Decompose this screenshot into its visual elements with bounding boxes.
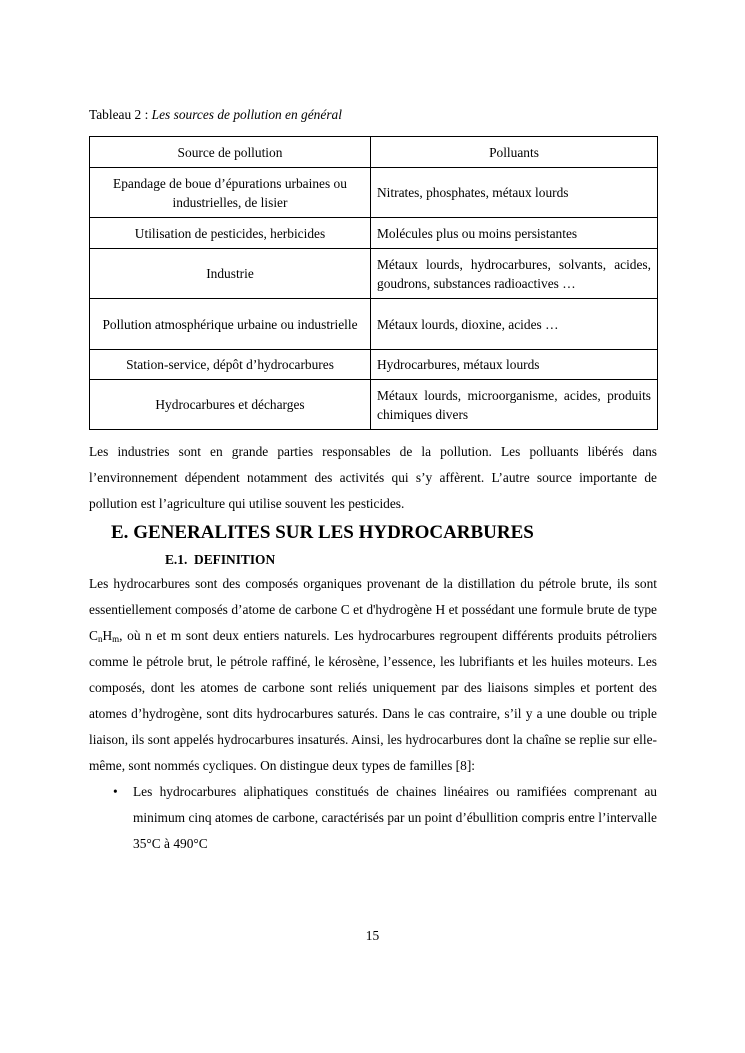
source-cell: Epandage de boue d’épurations urbaines ou industrielles, de lisier: [90, 168, 371, 218]
pollution-sources-table: [89, 136, 658, 430]
column-header-pollutants: Polluants: [371, 137, 658, 168]
subsection-number: E.1.: [165, 552, 188, 567]
table-row: [90, 249, 658, 299]
section-title: GENERALITES SUR LES HYDROCARBURES: [133, 522, 534, 543]
pollutants-cell: Métaux lourds, dioxine, acides …: [371, 299, 658, 350]
formula-carbon: C: [89, 628, 98, 643]
pollutants-cell: Nitrates, phosphates, métaux lourds: [371, 168, 658, 218]
table-row: [90, 168, 658, 218]
pollutants-cell: Hydrocarbures, métaux lourds: [371, 350, 658, 380]
chemical-formula: [89, 628, 119, 643]
subsection-title: DEFINITION: [194, 552, 276, 567]
pollutants-cell: Molécules plus ou moins persistantes: [371, 218, 658, 249]
bullet-list: [89, 779, 657, 857]
definition-text-after: , où n et m sont deux entiers naturels. Les hydrocarbures regroupent différents produits pétroliers comme le pétrole brut, le pétrole raffiné, le kérosène, l’essence, les lubrifiants et les huiles moteurs. Les composés, dont les atomes de carbone sont reliés uniquement par des liaisons simples et portent des atomes d’hydrogène, sont dits hydrocarbures saturés. Dans le cas contraire, s’il y a une double ou triple liaison, ils sont appelés hydrocarbures insaturés. Ainsi, les hydrocarbures dont la chaîne se replie sur elle-même, sont nommés cycliques. On distingue deux types de familles [8]:: [89, 628, 657, 773]
formula-hydrogen: H: [102, 628, 113, 643]
page-number: 15: [365, 928, 380, 943]
subsection-heading: [89, 549, 657, 571]
section-number: E.: [111, 522, 129, 543]
bullet-icon: •: [113, 784, 118, 799]
table-header-row: [90, 137, 658, 168]
pollutants-cell: Métaux lourds, microorganisme, acides, produits chimiques divers: [371, 380, 658, 430]
table-row: [90, 350, 658, 380]
definition-text-before: Les hydrocarbures sont des composés organiques provenant de la distillation du pétrole brute, ils sont essentiellement composés d’atome de carbone C et d'hydrogène H et possédant une formule brute de type: [89, 576, 657, 617]
formula-subscript-n: n: [97, 634, 103, 644]
table-caption-prefix: Tableau 2 :: [89, 107, 152, 122]
source-cell: Utilisation de pesticides, herbicides: [90, 218, 371, 249]
source-cell: Industrie: [90, 249, 371, 299]
source-cell: Station-service, dépôt d’hydrocarbures: [90, 350, 371, 380]
source-cell: Pollution atmosphérique urbaine ou industrielle: [90, 299, 371, 350]
source-cell: Hydrocarbures et décharges: [90, 380, 371, 430]
paragraph-industries: Les industries sont en grande parties responsables de la pollution. Les polluants libérés dans l’environnement dépendent notamment des activités qui s’y affèrent. L’autre source importante de pollution est l’agriculture qui utilise souvent les pesticides.: [89, 444, 657, 511]
formula-subscript-m: m: [112, 634, 120, 644]
column-header-source: Source de pollution: [90, 137, 371, 168]
paragraph-definition: [89, 571, 657, 779]
document-page: [89, 105, 657, 857]
pollutants-cell: Métaux lourds, hydrocarbures, solvants, acides, goudrons, substances radioactives …: [371, 249, 658, 299]
table-row: [90, 218, 658, 249]
list-item: [89, 779, 657, 857]
table-caption-title: Les sources de pollution en général: [151, 107, 342, 122]
table-caption: [89, 105, 657, 125]
table-row: [90, 299, 658, 350]
table-row: [90, 380, 658, 430]
list-item-text: Les hydrocarbures aliphatiques constitués de chaines linéaires ou ramifiées comprenant au minimum cinq atomes de carbone, caractérisés par un point d’ébullition compris entre l’intervalle 35°C à 490°C: [133, 784, 657, 851]
section-heading: [89, 520, 657, 546]
